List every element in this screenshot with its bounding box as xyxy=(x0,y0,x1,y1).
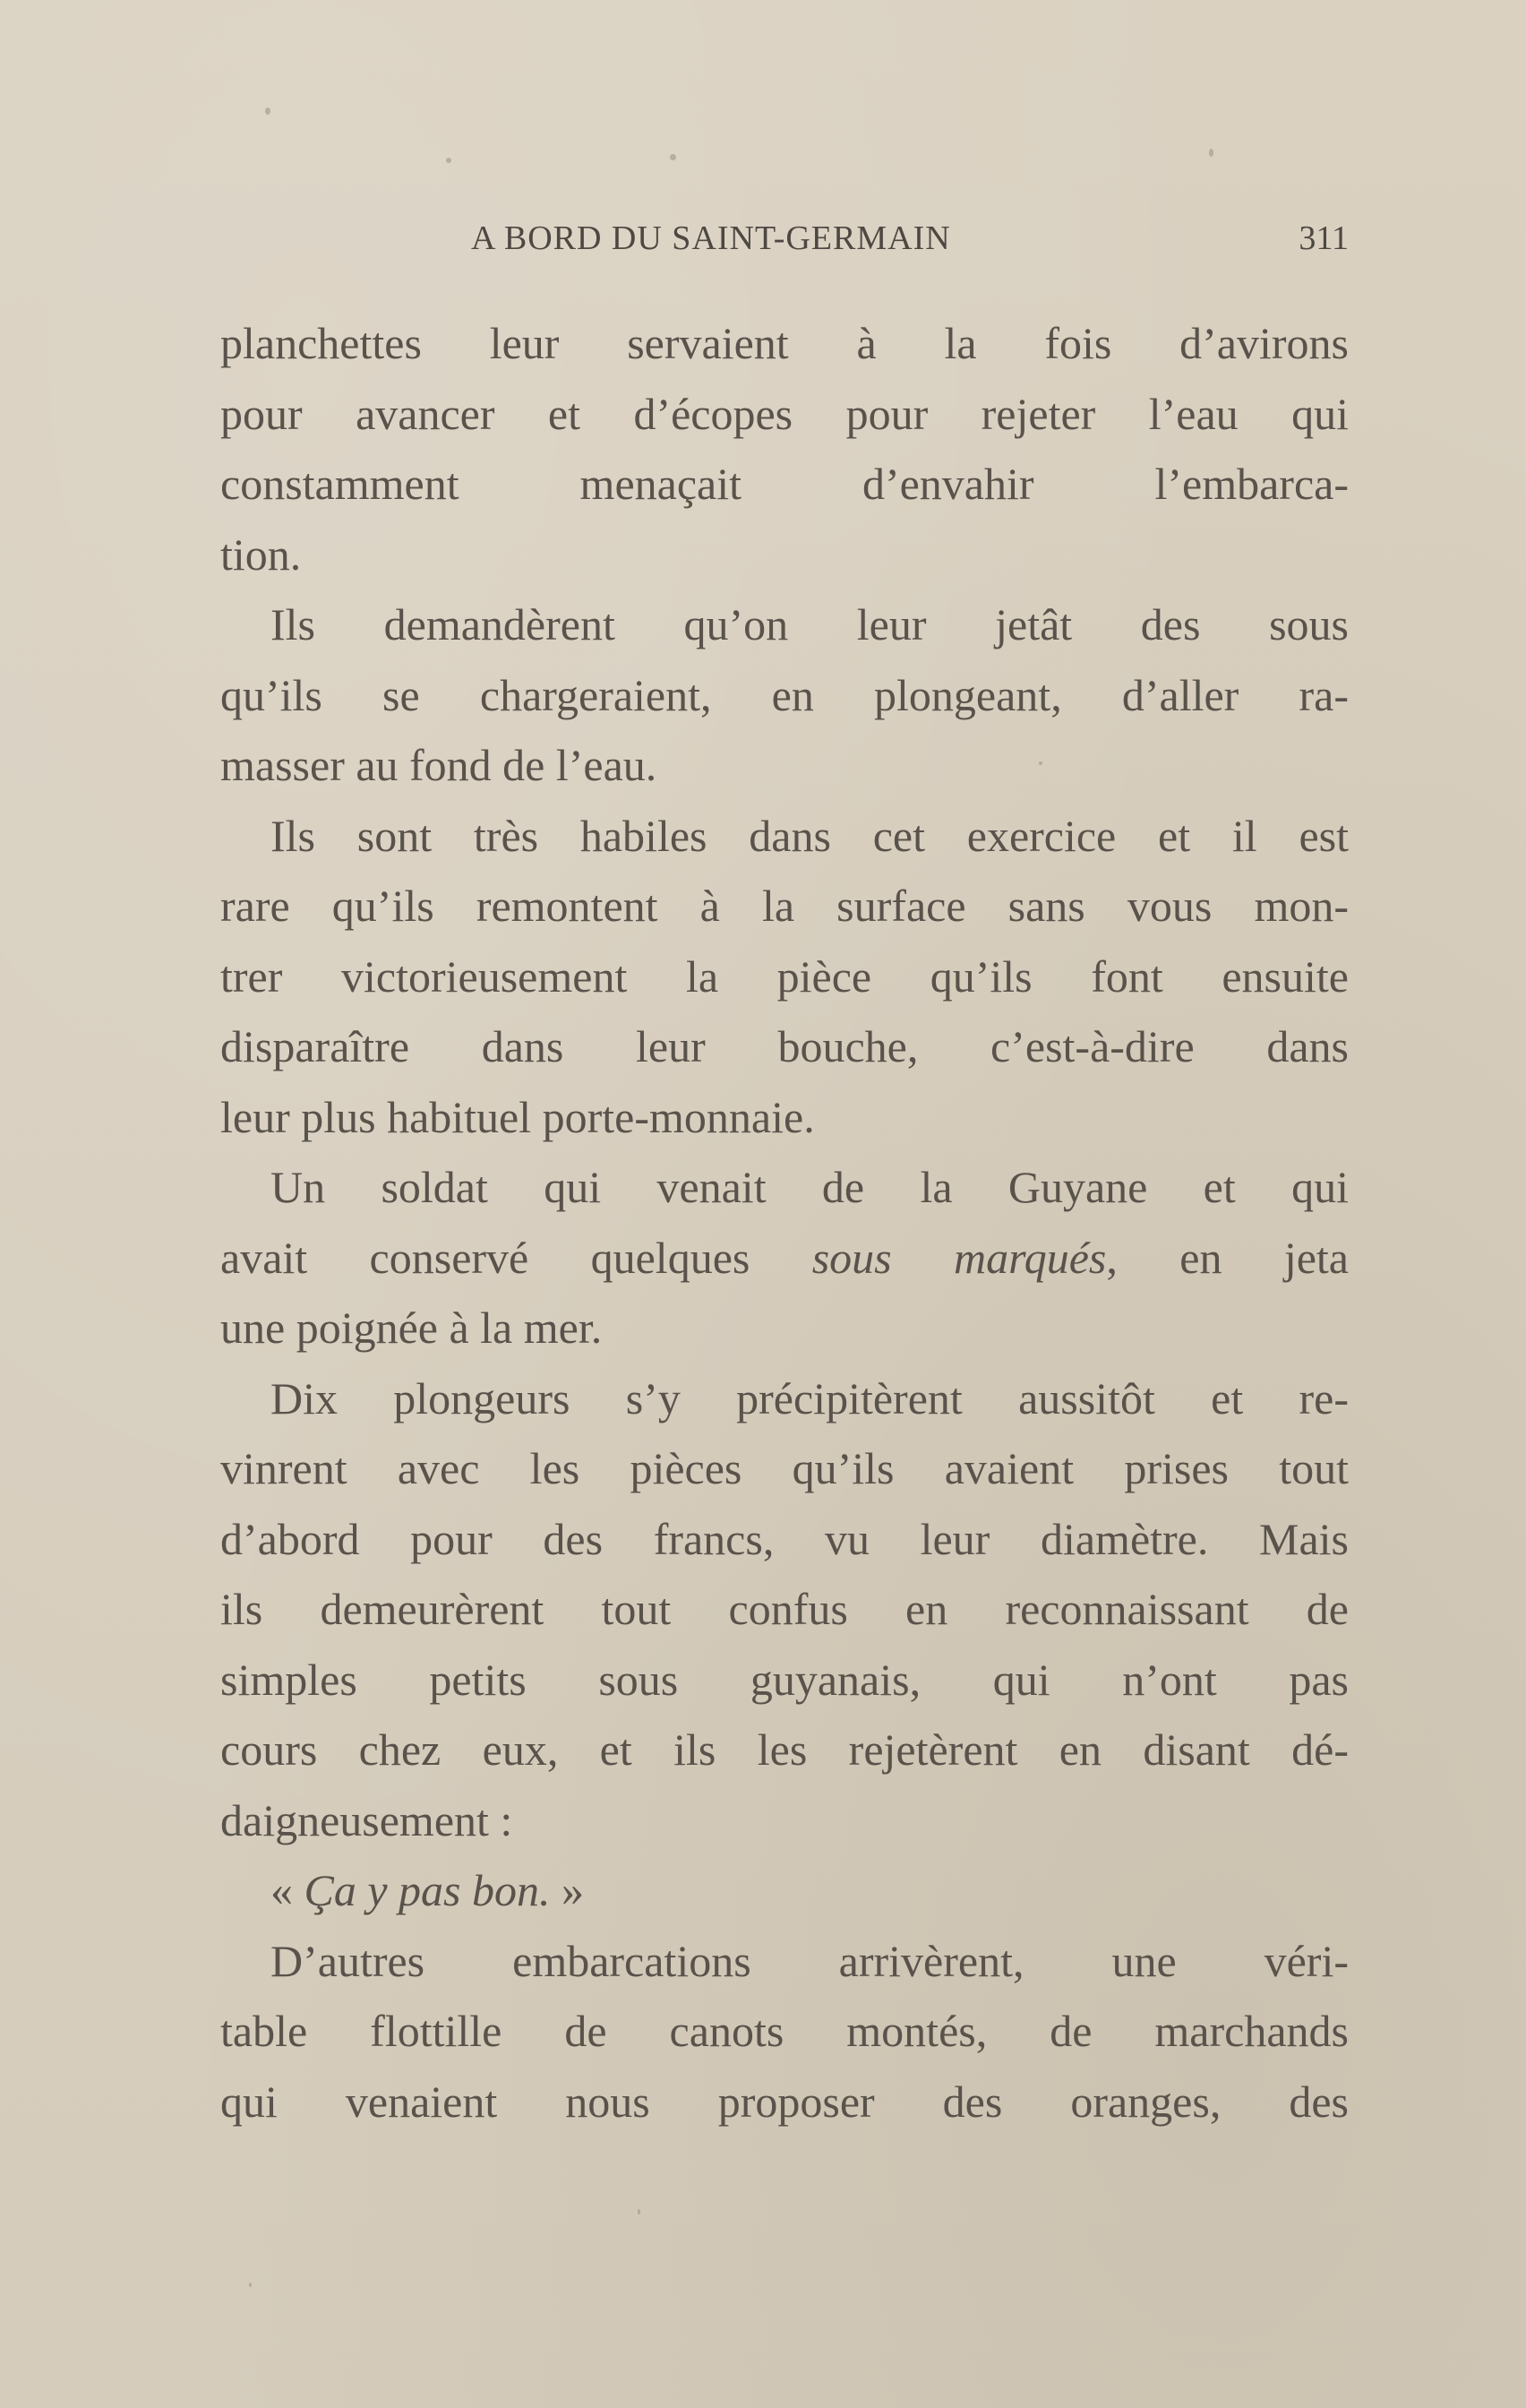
text-line-20: simples petits sous guyanais, qui n’ont pas xyxy=(220,1654,1349,1705)
text-line-14-post: , en jeta xyxy=(1106,1232,1349,1283)
text-line-11: disparaître dans leur bouche, c’est-à-dire dans xyxy=(220,1021,1349,1071)
quote-close: » xyxy=(550,1865,584,1915)
text-line-7: masser au fond de l’eau. xyxy=(220,740,657,790)
quote-open: « xyxy=(270,1865,304,1915)
text-line-9: rare qu’ils remontent à la surface sans vous mon- xyxy=(220,881,1349,931)
text-line-5: Ils demandèrent qu’on leur jetât des sous xyxy=(270,599,1349,649)
text-line-1: planchettes leur servaient à la fois d’avirons xyxy=(220,318,1349,368)
text-line-25: table flottille de canots montés, de marchands xyxy=(220,2006,1349,2056)
text-line-2: pour avancer et d’écopes pour rejeter l’eau qui xyxy=(220,388,1349,439)
text-line-10: trer victorieusement la pièce qu’ils font ensuite xyxy=(220,950,1349,1002)
text-line-3: constamment menaçait d’envahir l’embarca- xyxy=(220,459,1349,509)
paper-speck xyxy=(638,2209,640,2214)
text-line-24: D’autres embarcations arrivèrent, une véri- xyxy=(270,1935,1349,1986)
text-line-18: d’abord pour des francs, vu leur diamètre. Mais xyxy=(220,1513,1349,1564)
text-line-14 xyxy=(220,1223,1349,1294)
page-number: 311 xyxy=(1299,219,1349,257)
text-line-16: Dix plongeurs s’y précipitèrent aussitôt et re- xyxy=(270,1372,1349,1423)
body-text xyxy=(220,308,1349,2137)
text-line-21: cours chez eux, et ils les rejetèrent en disant dé- xyxy=(220,1724,1349,1775)
text-line-19: ils demeurèrent tout confus en reconnaissant de xyxy=(220,1584,1349,1634)
italic-quote-ca-y-pas-bon: Ça y pas bon. xyxy=(304,1865,551,1915)
text-line-8: Ils sont très habiles dans cet exercice et il est xyxy=(270,810,1349,861)
paper-speck xyxy=(249,2283,252,2287)
text-line-12: leur plus habituel porte-monnaie. xyxy=(220,1091,815,1142)
italic-phrase-sous-marques: sous marqués xyxy=(811,1232,1107,1283)
paper-speck xyxy=(265,108,270,115)
text-line-13: Un soldat qui venait de la Guyane et qui xyxy=(270,1162,1349,1212)
text-line-26: qui venaient nous proposer des oranges, des xyxy=(220,2076,1349,2127)
paper-speck xyxy=(670,154,676,160)
text-line-4: tion. xyxy=(220,529,302,580)
text-line-6: qu’ils se chargeraient, en plongeant, d’aller ra- xyxy=(220,669,1349,720)
paper-speck xyxy=(446,158,451,163)
text-line-15: une poignée à la mer. xyxy=(220,1303,603,1353)
paper-speck xyxy=(1209,149,1213,157)
running-head xyxy=(220,219,1349,272)
text-line-23 xyxy=(220,1855,1349,1926)
text-line-17: vinrent avec les pièces qu’ils avaient prises tout xyxy=(220,1443,1349,1493)
text-line-22: daigneusement : xyxy=(220,1794,513,1845)
text-line-14-pre: avait conservé quelques xyxy=(220,1232,812,1283)
running-title: A BORD DU SAINT-GERMAIN xyxy=(471,219,951,257)
paper-speck xyxy=(1039,761,1042,765)
